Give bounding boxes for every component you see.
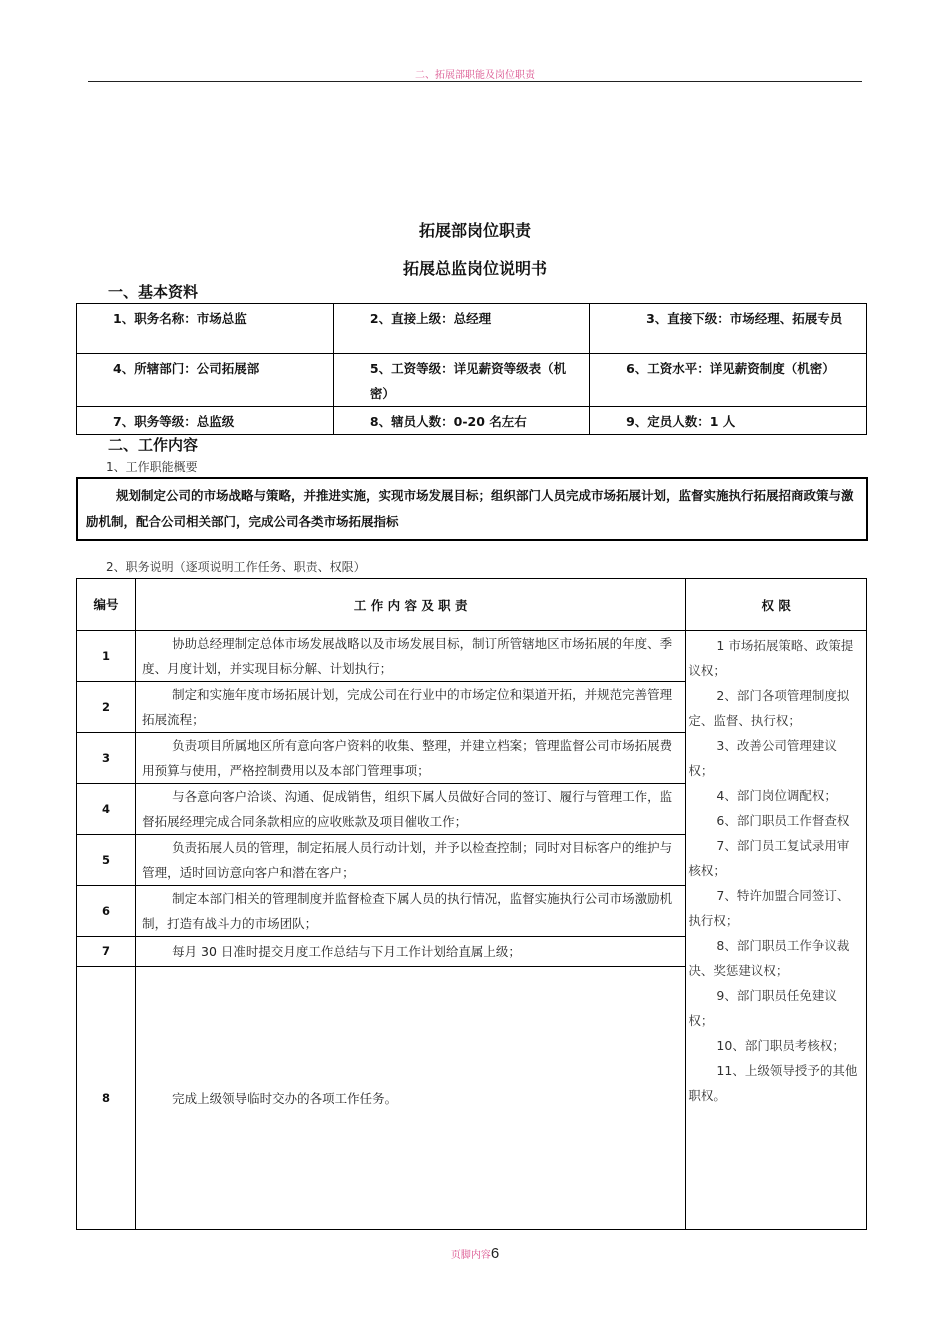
section-work-heading: 二、工作内容 [108, 436, 199, 454]
authority-item: 7、特许加盟合同签订、执行权； [688, 888, 850, 928]
authority-item: 1 市场拓展策略、政策提议权； [688, 638, 854, 678]
page-title: 拓展部岗位职责 [418, 221, 531, 240]
basic-cell: 9、定员人数：1 人 [590, 407, 867, 435]
authority-item: 8、部门职员工作争议裁决、奖惩建议权； [688, 938, 850, 978]
basic-cell: 8、辖员人数：0-20 名左右 [333, 407, 589, 435]
row-duty: 负责项目所属地区所有意向客户资料的收集、整理，并建立档案；管理监督公司市场拓展费用预算与使用，严格控制费用以及本部门管理事项； [136, 733, 686, 784]
running-header: 二、拓展部职能及岗位职责 [415, 70, 535, 81]
row-num: 6 [77, 886, 136, 937]
basic-cell: 2、直接上级：总经理 [333, 304, 589, 354]
basic-info-table [76, 303, 867, 435]
row-duty: 制定本部门相关的管理制度并监督检查下属人员的执行情况，监督实施执行公司市场激励机制，打造有战斗力的市场团队； [136, 886, 686, 937]
row-num: 4 [77, 784, 136, 835]
duties-subheading: 2、职务说明（逐项说明工作任务、职责、权限） [106, 560, 366, 574]
row-duty: 制定和实施年度市场拓展计划，完成公司在行业中的市场定位和渠道开拓，并规范完善管理拓展流程； [136, 682, 686, 733]
header-num: 编号 [77, 579, 136, 631]
basic-cell: 6、工资水平：详见薪资制度（机密） [590, 354, 867, 407]
row-num: 3 [77, 733, 136, 784]
row-duty: 完成上级领导临时交办的各项工作任务。 [136, 967, 686, 1230]
footer-label: 页脚内容 [450, 1250, 491, 1261]
row-num: 7 [77, 937, 136, 967]
authority-item: 4、部门岗位调配权； [716, 788, 837, 803]
row-duty: 每月 30 日准时提交月度工作总结与下月工作计划给直属上级； [136, 937, 686, 967]
row-num: 2 [77, 682, 136, 733]
header-content: 工 作 内 容 及 职 责 [136, 579, 686, 631]
section-basic-heading: 一、基本资料 [108, 283, 199, 301]
basic-cell: 7、职务等级：总监级 [77, 407, 334, 435]
row-duty: 负责拓展人员的管理，制定拓展人员行动计划，并予以检查控制；同时对目标客户的维护与管理，适时回访意向客户和潜在客户； [136, 835, 686, 886]
page-number: 6 [490, 1245, 500, 1262]
page-footer [0, 1245, 950, 1262]
row-duty: 与各意向客户洽谈、沟通、促成销售，组织下属人员做好合同的签订、履行与管理工作，监督拓展经理完成合同条款相应的应收账款及项目催收工作； [136, 784, 686, 835]
authority-item: 7、部门员工复试录用审核权； [688, 838, 850, 878]
basic-cell: 3、直接下级：市场经理、拓展专员 [590, 304, 867, 354]
summary-subheading: 1、工作职能概要 [106, 460, 198, 474]
row-num: 5 [77, 835, 136, 886]
authority-item: 10、部门职员考核权； [716, 1038, 845, 1053]
authority-item: 2、部门各项管理制度拟定、监督、执行权； [688, 688, 850, 728]
header-authority: 权 限 [686, 579, 867, 631]
authority-item: 6、部门职员工作督查权 [716, 813, 850, 828]
row-num: 8 [77, 967, 136, 1230]
row-duty: 协助总经理制定总体市场发展战略以及市场发展目标，制订所管辖地区市场拓展的年度、季度、月度计划，并实现目标分解、计划执行； [136, 631, 686, 682]
basic-cell: 4、所辖部门：公司拓展部 [77, 354, 334, 407]
basic-cell: 1、职务名称：市场总监 [77, 304, 334, 354]
header-rule [88, 81, 862, 82]
document-subtitle: 拓展总监岗位说明书 [402, 259, 547, 278]
basic-cell: 5、工资等级：详见薪资等级表（机密） [333, 354, 589, 407]
authority-item: 3、改善公司管理建议权； [688, 738, 837, 778]
authority-item: 11、上级领导授予的其他职权。 [688, 1063, 858, 1103]
duties-table [76, 578, 867, 1230]
authority-item: 9、部门职员任免建议权； [688, 988, 837, 1028]
job-summary: 规划制定公司的市场战略与策略，并推进实施，实现市场发展目标；组织部门人员完成市场拓展计划，监督实施执行拓展招商政策与激励机制，配合公司相关部门，完成公司各类市场拓展指标 [76, 477, 868, 541]
authority-cell [686, 631, 867, 1230]
row-num: 1 [77, 631, 136, 682]
